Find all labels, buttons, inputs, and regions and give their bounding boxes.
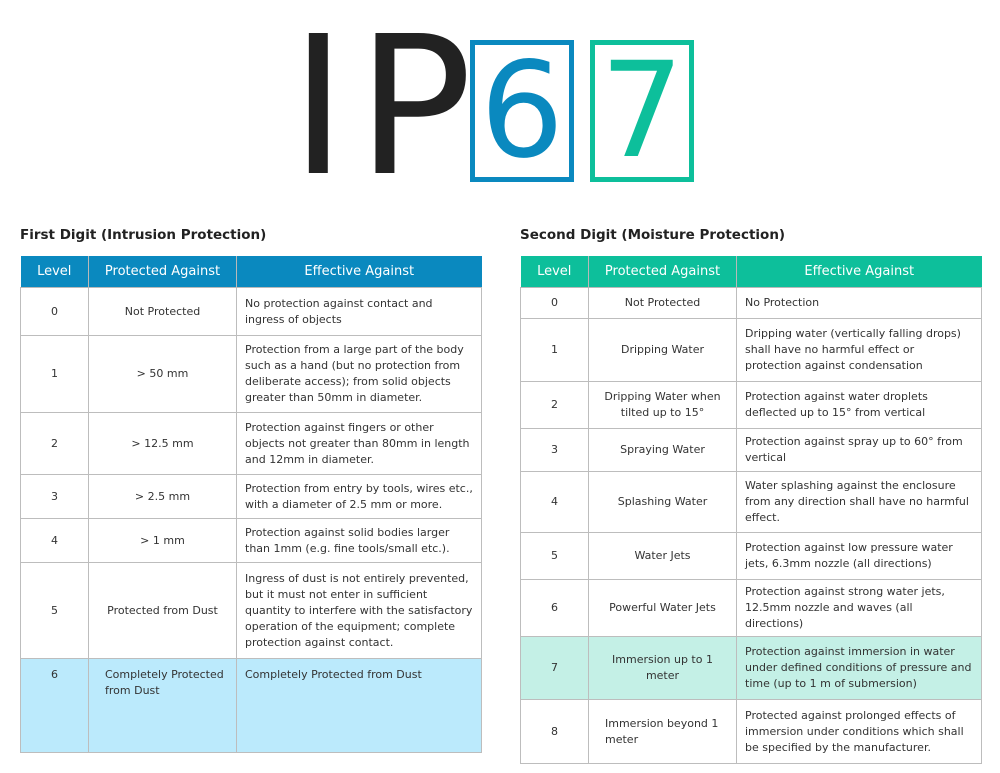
- protected-cell: Dripping Water when tilted up to 15°: [589, 382, 737, 429]
- effective-cell: Completely Protected from Dust: [237, 659, 482, 753]
- table-row-highlighted: [521, 637, 982, 700]
- effective-cell: No Protection: [737, 288, 982, 319]
- table-header-row: [521, 256, 982, 288]
- effective-cell: Protection from entry by tools, wires etc., with a diameter of 2.5 mm or more.: [237, 475, 482, 519]
- effective-cell: Protection against solid bodies larger than 1mm (e.g. fine tools/small etc.).: [237, 519, 482, 563]
- level-cell: 2: [21, 413, 89, 475]
- table-row: [21, 563, 482, 659]
- effective-cell: Protection from a large part of the body such as a hand (but no protection from deliberate access); from solid objects greater than 50mm in diameter.: [237, 336, 482, 413]
- table-row: [21, 413, 482, 475]
- level-cell: 1: [21, 336, 89, 413]
- level-cell: 3: [21, 475, 89, 519]
- table-row: [521, 429, 982, 472]
- effective-cell: Protection against strong water jets, 12.5mm nozzle and waves (all directions): [737, 580, 982, 637]
- level-cell: 3: [521, 429, 589, 472]
- protected-cell: Splashing Water: [589, 472, 737, 533]
- second-digit-title: Second Digit (Moisture Protection): [520, 227, 786, 243]
- column-header-level: Level: [21, 256, 89, 288]
- protected-cell: Dripping Water: [589, 319, 737, 382]
- first-digit-title: First Digit (Intrusion Protection): [20, 227, 267, 243]
- protected-cell: > 50 mm: [89, 336, 237, 413]
- protected-cell: Spraying Water: [589, 429, 737, 472]
- protected-cell: Immersion up to 1 meter: [589, 637, 737, 700]
- level-cell: 1: [521, 319, 589, 382]
- table-row: [21, 475, 482, 519]
- logo-digit-first: 6: [470, 40, 574, 182]
- protected-cell: > 1 mm: [89, 519, 237, 563]
- table-row: [521, 288, 982, 319]
- level-cell: 0: [21, 288, 89, 336]
- level-cell: 6: [521, 580, 589, 637]
- second-digit-table: [520, 256, 982, 764]
- protected-cell: > 12.5 mm: [89, 413, 237, 475]
- effective-cell: Dripping water (vertically falling drops) shall have no harmful effect or protection against condensation: [737, 319, 982, 382]
- table-row: [521, 319, 982, 382]
- protected-cell: Not Protected: [589, 288, 737, 319]
- first-digit-section: [20, 227, 481, 753]
- table-row: [521, 472, 982, 533]
- effective-cell: Protection against immersion in water under defined conditions of pressure and time (up to 1 m of submersion): [737, 637, 982, 700]
- protected-cell: Not Protected: [89, 288, 237, 336]
- protected-cell: Protected from Dust: [89, 563, 237, 659]
- effective-cell: Protection against spray up to 60° from vertical: [737, 429, 982, 472]
- second-digit-section: [520, 227, 981, 764]
- table-row: [21, 336, 482, 413]
- protected-cell: Water Jets: [589, 533, 737, 580]
- effective-cell: Protection against low pressure water jets, 6.3mm nozzle (all directions): [737, 533, 982, 580]
- logo-digit-second: 7: [590, 40, 694, 182]
- effective-cell: Protection against water droplets deflected up to 15° from vertical: [737, 382, 982, 429]
- table-row: [521, 533, 982, 580]
- effective-cell: Protected against prolonged effects of immersion under conditions which shall be specified by the manufacturer.: [737, 700, 982, 764]
- level-cell: 0: [521, 288, 589, 319]
- column-header-protected: Protected Against: [89, 256, 237, 288]
- protected-cell: Completely Protected from Dust: [89, 659, 237, 753]
- protected-cell: Immersion beyond 1 meter: [589, 700, 737, 764]
- table-row: [21, 519, 482, 563]
- level-cell: 5: [21, 563, 89, 659]
- level-cell: 4: [21, 519, 89, 563]
- level-cell: 7: [521, 637, 589, 700]
- level-cell: 2: [521, 382, 589, 429]
- effective-cell: Protection against fingers or other objects not greater than 80mm in length and 12mm in diameter.: [237, 413, 482, 475]
- column-header-level: Level: [521, 256, 589, 288]
- logo-prefix: IP: [290, 0, 483, 219]
- table-row: [521, 382, 982, 429]
- level-cell: 5: [521, 533, 589, 580]
- column-header-effective: Effective Against: [737, 256, 982, 288]
- effective-cell: No protection against contact and ingress of objects: [237, 288, 482, 336]
- level-cell: 4: [521, 472, 589, 533]
- protected-cell: > 2.5 mm: [89, 475, 237, 519]
- level-cell: 8: [521, 700, 589, 764]
- effective-cell: Water splashing against the enclosure from any direction shall have no harmful effect.: [737, 472, 982, 533]
- table-row: [521, 580, 982, 637]
- ip67-logo: [290, 0, 710, 219]
- table-header-row: [21, 256, 482, 288]
- column-header-effective: Effective Against: [237, 256, 482, 288]
- protected-cell: Powerful Water Jets: [589, 580, 737, 637]
- effective-cell: Ingress of dust is not entirely prevented, but it must not enter in sufficient quantity to interfere with the satisfactory operation of the equipment; complete protection against contact.: [237, 563, 482, 659]
- table-row-highlighted: [21, 659, 482, 753]
- column-header-protected: Protected Against: [589, 256, 737, 288]
- level-cell: 6: [21, 659, 89, 753]
- table-row: [21, 288, 482, 336]
- table-row: [521, 700, 982, 764]
- first-digit-table: [20, 256, 482, 753]
